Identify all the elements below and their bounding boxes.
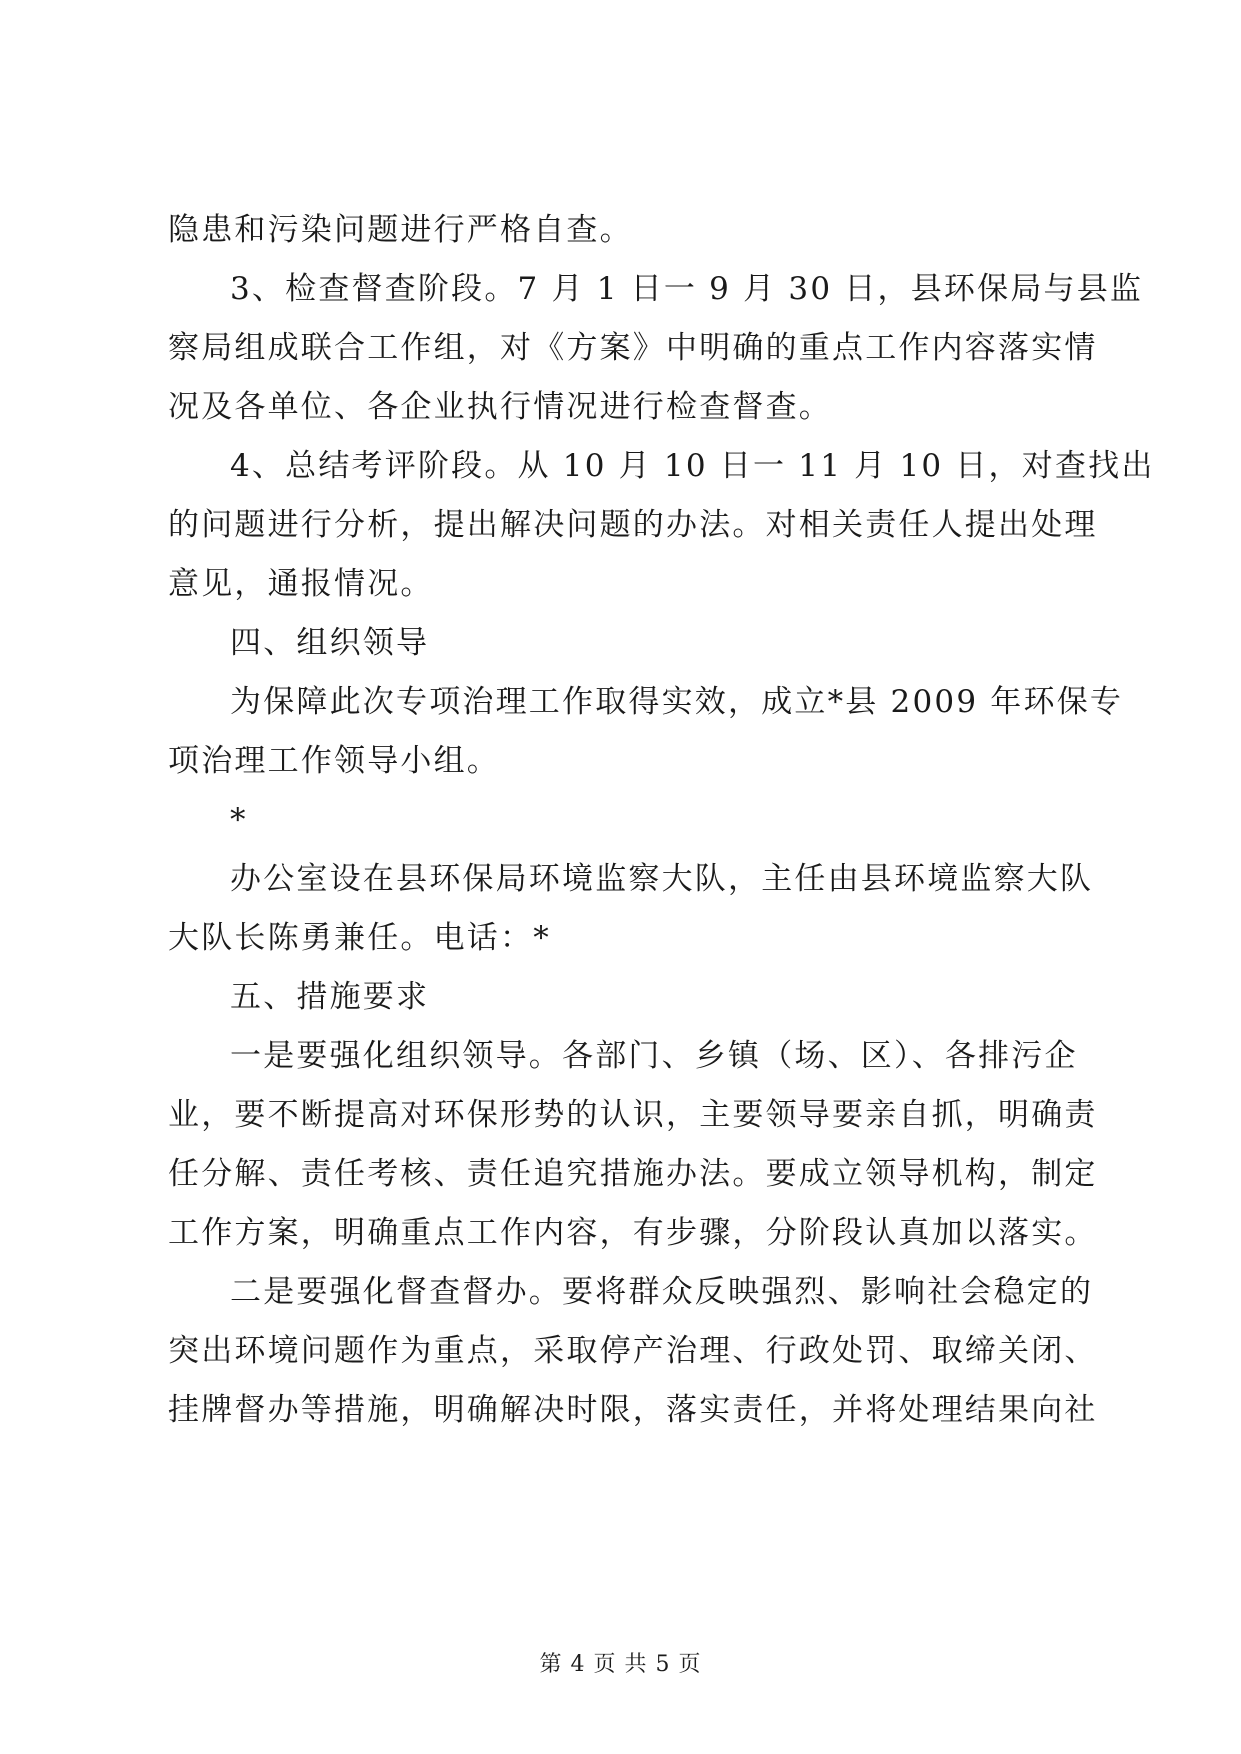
text-line: 突出环境问题作为重点，采取停产治理、行政处罚、取缔关闭、 xyxy=(168,1333,1098,1369)
text-line: 办公室设在县环保局环境监察大队，主任由县环境监察大队 xyxy=(230,861,1094,897)
text-line: 察局组成联合工作组，对《方案》中明确的重点工作内容落实情 xyxy=(168,330,1098,366)
section-heading: 五、措施要求 xyxy=(230,979,430,1015)
text-line: 一是要强化组织领导。各部门、乡镇（场、区）、各排污企 xyxy=(230,1038,1078,1074)
text-line: * xyxy=(230,802,248,838)
page-number-footer: 第 4 页 共 5 页 xyxy=(539,1652,702,1677)
text-line: 况及各单位、各企业执行情况进行检查督查。 xyxy=(168,389,832,425)
text-line: 意见，通报情况。 xyxy=(168,566,434,602)
text-line: 4、总结考评阶段。从 10 月 10 日一 11 月 10 日，对查找出 xyxy=(230,448,1155,484)
text-line: 大队长陈勇兼任。电话：* xyxy=(168,920,551,956)
text-line: 隐患和污染问题进行严格自查。 xyxy=(168,212,633,248)
text-line: 工作方案，明确重点工作内容，有步骤，分阶段认真加以落实。 xyxy=(168,1215,1098,1251)
text-line: 为保障此次专项治理工作取得实效，成立*县 2009 年环保专 xyxy=(230,684,1124,720)
text-line: 3、检查督查阶段。7 月 1 日一 9 月 30 日，县环保局与县监 xyxy=(230,271,1144,307)
text-line: 挂牌督办等措施，明确解决时限，落实责任，并将处理结果向社 xyxy=(168,1392,1098,1428)
text-line: 的问题进行分析，提出解决问题的办法。对相关责任人提出处理 xyxy=(168,507,1098,543)
text-line: 任分解、责任考核、责任追究措施办法。要成立领导机构，制定 xyxy=(168,1156,1098,1192)
text-line: 二是要强化督查督办。要将群众反映强烈、影响社会稳定的 xyxy=(230,1274,1094,1310)
section-heading: 四、组织领导 xyxy=(230,625,430,661)
text-line: 业，要不断提高对环保形势的认识，主要领导要亲自抓，明确责 xyxy=(168,1097,1098,1133)
text-line: 项治理工作领导小组。 xyxy=(168,743,500,779)
